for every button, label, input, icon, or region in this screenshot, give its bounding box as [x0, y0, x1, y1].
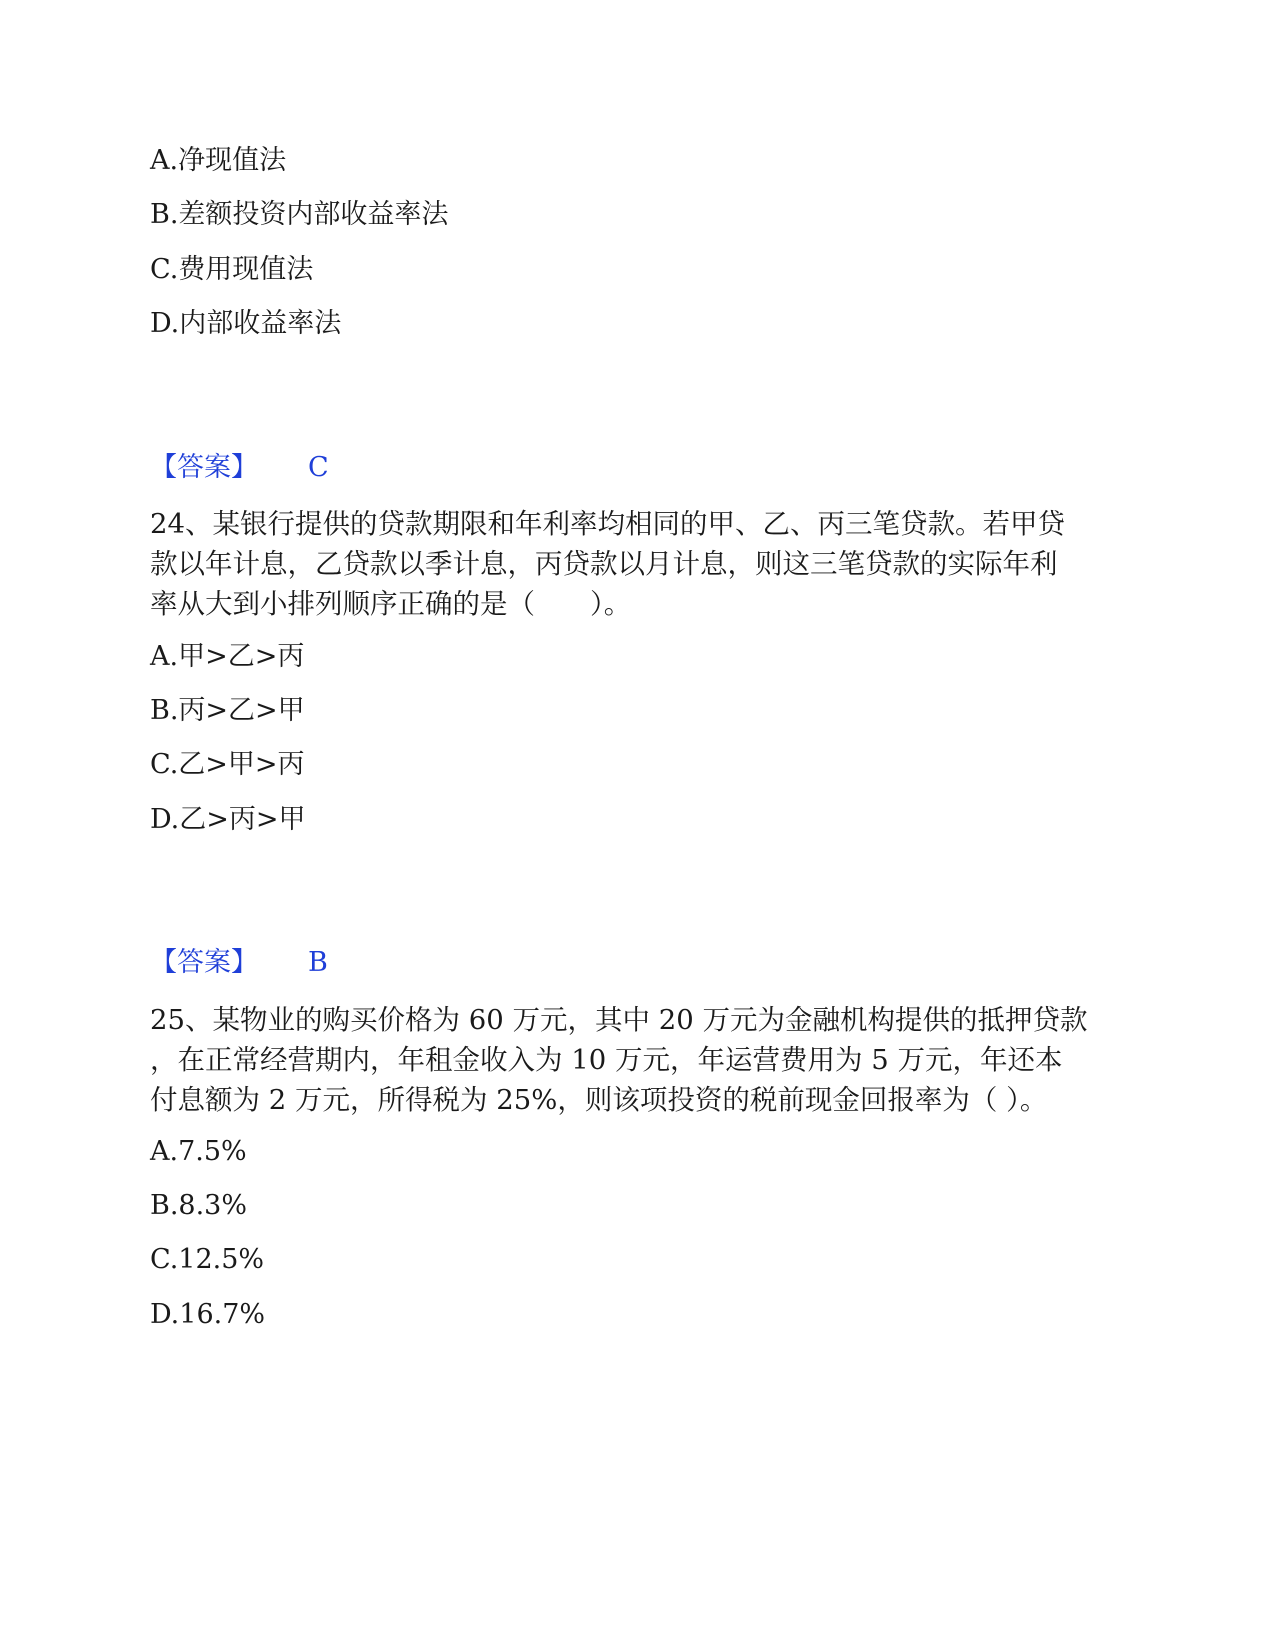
option-c: C.费用现值法 [150, 254, 314, 285]
question-25-line-1: 25、某物业的购买价格为 60 万元，其中 20 万元为金融机构提供的抵押贷款 [150, 1004, 1088, 1036]
answer-block1 [150, 451, 329, 485]
answer-label: 【答案】 [150, 452, 258, 483]
question-24-line-1: 24、某银行提供的贷款期限和年利率均相同的甲、乙、丙三笔贷款。若甲贷 [150, 508, 1065, 540]
question-25-line-2: ，在正常经营期内，年租金收入为 10 万元，年运营费用为 5 万元，年还本 [150, 1044, 1063, 1076]
option-d: D.内部收益率法 [150, 308, 342, 339]
q25-option-b: B.8.3% [150, 1190, 248, 1221]
q24-option-a: A.甲>乙>丙 [150, 641, 305, 672]
q25-option-c: C.12.5% [150, 1244, 265, 1275]
q25-option-d: D.16.7% [150, 1299, 266, 1330]
answer-label: 【答案】 [150, 947, 258, 978]
option-a: A.净现值法 [150, 145, 287, 176]
question-24-line-3: 率从大到小排列顺序正确的是（ ）。 [150, 588, 632, 620]
question-24-stem [150, 504, 1115, 624]
q25-option-a: A.7.5% [150, 1136, 247, 1167]
q24-option-d: D.乙>丙>甲 [150, 804, 306, 835]
answer-q24 [150, 946, 328, 980]
q24-option-c: C.乙>甲>丙 [150, 749, 305, 780]
question-25-stem [150, 1000, 1115, 1120]
question-24-line-2: 款以年计息，乙贷款以季计息，丙贷款以月计息，则这三笔贷款的实际年利 [150, 548, 1058, 580]
q24-option-b: B.丙>乙>甲 [150, 695, 305, 726]
option-b: B.差额投资内部收益率法 [150, 199, 449, 230]
answer-value: C [308, 452, 329, 483]
answer-value: B [308, 947, 328, 978]
question-25-line-3: 付息额为 2 万元，所得税为 25%，则该项投资的税前现金回报率为（ ）。 [150, 1084, 1048, 1116]
